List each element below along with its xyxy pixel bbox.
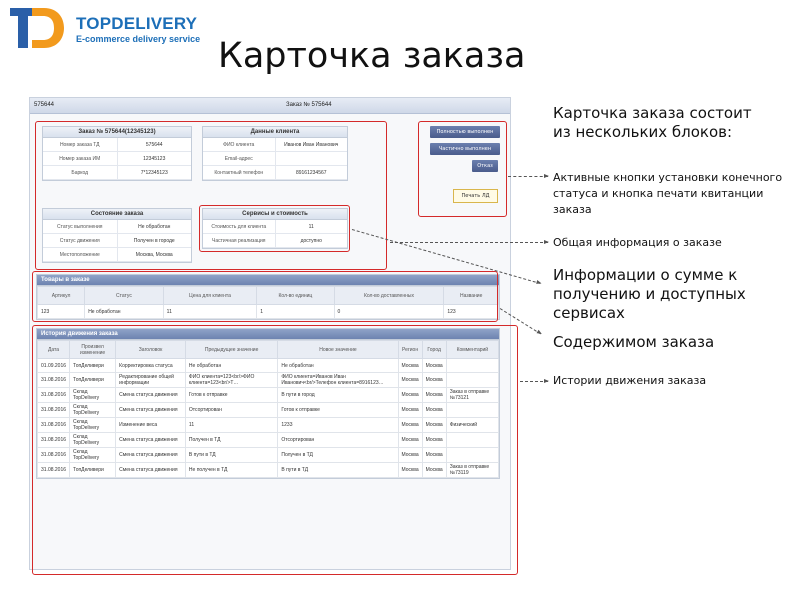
- history-frame: [32, 325, 518, 575]
- history-cell: В пути в город: [278, 388, 398, 403]
- history-column-header: Регион: [398, 341, 422, 359]
- arrow-to-buttons-note: [508, 176, 548, 177]
- goods-frame: [32, 271, 498, 322]
- history-cell: Получен в ТД: [278, 448, 398, 463]
- partially-completed-button[interactable]: Частично выполнен: [430, 143, 500, 155]
- buttons-frame: [418, 121, 507, 217]
- state-field-label: Статус движения: [43, 234, 118, 247]
- history-cell: 31.08.2016: [38, 418, 70, 433]
- history-cell: Готов к отправке: [185, 388, 277, 403]
- history-cell: Отсортирован: [278, 433, 398, 448]
- state-field-value: Не обработан: [138, 223, 171, 230]
- history-cell: Смена статуса движения: [116, 433, 186, 448]
- goods-cell: 11: [163, 305, 257, 319]
- client-field-label: Контактный телефон: [203, 166, 276, 179]
- history-cell: Получен в ТД: [185, 433, 277, 448]
- goods-title: Товары в заказе: [37, 275, 499, 286]
- state-field-value: Получен в городе: [133, 237, 175, 244]
- history-cell: Склад TopDelivery: [70, 418, 116, 433]
- service-field-value: доступно: [300, 237, 322, 244]
- history-cell: Смена статуса движения: [116, 448, 186, 463]
- state-field-label: Местоположение: [43, 248, 118, 261]
- note-general-info: Общая информация о заказе: [553, 236, 722, 249]
- history-cell: Москва: [398, 418, 422, 433]
- order-field-label: Номер заказа ИМ: [43, 152, 118, 165]
- topdelivery-logo-mark-icon: [8, 4, 66, 50]
- history-cell: Смена статуса движения: [116, 463, 186, 478]
- history-cell: Смена статуса движения: [116, 403, 186, 418]
- history-cell: В пути в ТД: [185, 448, 277, 463]
- history-cell: Москва: [422, 388, 446, 403]
- title-bar-caption: Заказ № 575644: [286, 102, 332, 108]
- history-cell: 31.08.2016: [38, 403, 70, 418]
- history-cell: Москва: [398, 388, 422, 403]
- history-cell: В пути в ТД: [278, 463, 398, 478]
- history-cell: Склад TopDelivery: [70, 388, 116, 403]
- client-info-title: Данные клиента: [203, 127, 347, 138]
- history-cell: Москва: [398, 463, 422, 478]
- history-cell: ТопДеливери: [70, 373, 116, 388]
- history-cell: Изменение веса: [116, 418, 186, 433]
- order-field-label: Номер заказа ТД: [43, 138, 118, 151]
- history-cell: Москва: [422, 403, 446, 418]
- goods-cell: Не обработан: [85, 305, 163, 319]
- history-cell: ТопДеливери: [70, 359, 116, 373]
- history-cell: Готов к отправке: [278, 403, 398, 418]
- service-field-label: Частичная реализация: [203, 234, 276, 247]
- history-cell: Не получен в ТД: [185, 463, 277, 478]
- history-column-header: Произвел изменение: [70, 341, 116, 359]
- note-order-content: Содержимом заказа: [553, 333, 715, 351]
- order-field-label: Баркод: [43, 166, 118, 179]
- history-cell: Не обработан: [185, 359, 277, 373]
- arrow-to-history-note: [520, 381, 548, 382]
- history-cell: 31.08.2016: [38, 433, 70, 448]
- goods-cell: 123: [444, 305, 499, 319]
- history-cell: Корректировка статуса: [116, 359, 186, 373]
- history-cell: ФИО клиента=123<br/>ФИО клиента=123<br/>Т…: [185, 373, 277, 388]
- history-cell: ТопДеливери: [70, 463, 116, 478]
- history-cell: Смена статуса движения: [116, 388, 186, 403]
- order-field-value: 7*12345123: [140, 169, 168, 176]
- history-cell: Редактирование общей информации: [116, 373, 186, 388]
- history-cell: Москва: [398, 373, 422, 388]
- note-status-buttons: Активные кнопки установки конечного статуса и кнопка печати квитанции заказа: [553, 171, 783, 216]
- title-bar-order-id: 575644: [34, 102, 55, 108]
- history-cell: Заказ в отправке №73121: [446, 388, 498, 403]
- history-cell: Москва: [422, 433, 446, 448]
- slide-title: Карточка заказа: [218, 36, 526, 76]
- history-cell: 01.09.2016: [38, 359, 70, 373]
- print-ld-button[interactable]: Печать ЛД: [453, 189, 498, 203]
- history-cell: Москва: [422, 359, 446, 373]
- note-history: Истории движения заказа: [553, 374, 707, 387]
- services-frame: [199, 205, 350, 252]
- note-sum-services: Информации о сумме к получению и доступных сервисах: [553, 266, 746, 322]
- history-cell: Москва: [398, 359, 422, 373]
- logo-name: TOPDELIVERY: [76, 14, 198, 33]
- goods-cell: 123: [38, 305, 85, 319]
- goods-column-header: Статус: [85, 287, 163, 305]
- goods-column-header: Артикул: [38, 287, 85, 305]
- logo-tagline: E-commerce delivery service: [76, 34, 201, 44]
- goods-column-header: Название: [444, 287, 499, 305]
- history-cell: Отсортирован: [185, 403, 277, 418]
- order-state-title: Состояние заказа: [43, 209, 191, 220]
- note-card-blocks: Карточка заказа состоит из нескольких блоков:: [553, 104, 752, 141]
- history-cell: 31.08.2016: [38, 373, 70, 388]
- window-title-bar: [30, 98, 510, 114]
- goods-column-header: Цена для клиента: [163, 287, 257, 305]
- history-cell: Склад TopDelivery: [70, 403, 116, 418]
- history-cell: ФИО клиента=Иванов Иван Иванович<br/>Телефон клиента=8916123…: [278, 373, 398, 388]
- client-field-label: Email-адрес: [203, 152, 276, 165]
- topdelivery-logo: [8, 4, 208, 50]
- arrow-to-general-note: [390, 242, 548, 243]
- history-cell: Москва: [398, 433, 422, 448]
- client-field-value: 89161234567: [295, 169, 327, 176]
- client-field-label: ФИО клиента: [203, 138, 276, 151]
- history-title: История движения заказа: [37, 329, 499, 340]
- history-cell: Не обработан: [278, 359, 398, 373]
- history-cell: 1233: [278, 418, 398, 433]
- history-cell: 31.08.2016: [38, 448, 70, 463]
- history-cell: Москва: [398, 403, 422, 418]
- order-field-value: 12345123: [143, 155, 166, 162]
- history-column-header: Новое значение: [278, 341, 398, 359]
- state-field-label: Статус выполнения: [43, 220, 118, 233]
- history-cell: Склад TopDelivery: [70, 448, 116, 463]
- goods-cell: 0: [334, 305, 444, 319]
- service-field-value: 11: [308, 223, 314, 230]
- services-title: Сервисы и стоимость: [203, 209, 347, 220]
- history-cell: Москва: [398, 448, 422, 463]
- history-cell: 11: [185, 418, 277, 433]
- order-info-title: Заказ № 575644(12345123): [43, 127, 191, 138]
- history-cell: Москва: [422, 463, 446, 478]
- service-field-label: Стоимость для клиента: [203, 220, 276, 233]
- refusal-button[interactable]: Отказ: [472, 160, 498, 172]
- history-cell: Заказ в отправке №73119: [446, 463, 498, 478]
- state-field-value: Москва, Москва: [135, 251, 173, 258]
- goods-column-header: Кол-во единиц: [257, 287, 334, 305]
- history-cell: 31.08.2016: [38, 463, 70, 478]
- history-cell: 31.08.2016: [38, 388, 70, 403]
- goods-column-header: Кол-во доставленных: [334, 287, 444, 305]
- history-cell: Москва: [422, 373, 446, 388]
- history-column-header: Дата: [38, 341, 70, 359]
- goods-cell: 1: [257, 305, 334, 319]
- history-cell: Москва: [422, 448, 446, 463]
- history-cell: Москва: [422, 418, 446, 433]
- history-column-header: Город: [422, 341, 446, 359]
- fully-completed-button[interactable]: Полностью выполнен: [430, 126, 500, 138]
- history-cell: Склад TopDelivery: [70, 433, 116, 448]
- client-field-value: Иванов Иван Иванович: [284, 141, 339, 148]
- history-cell: Физический: [446, 418, 498, 433]
- history-column-header: Комментарий: [446, 341, 498, 359]
- history-column-header: Предыдущее значение: [185, 341, 277, 359]
- order-field-value: 575644: [145, 141, 163, 148]
- history-column-header: Заголовок: [116, 341, 186, 359]
